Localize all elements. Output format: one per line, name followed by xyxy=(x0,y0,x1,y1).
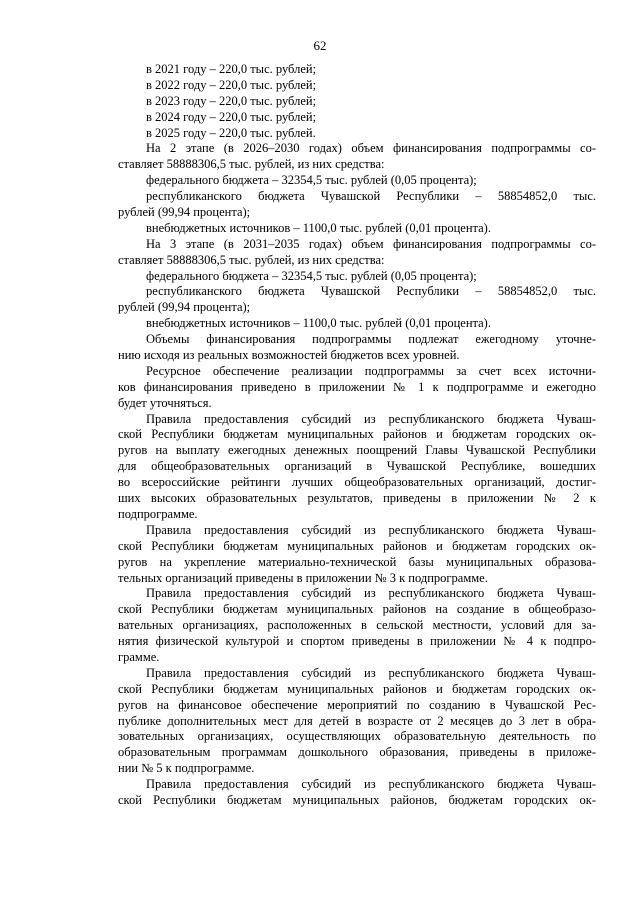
text-line: Правила предоставления субсидий из республиканского бюджета Чуваш- xyxy=(146,586,596,601)
text-line: в 2025 году – 220,0 тыс. рублей. xyxy=(146,125,316,140)
text-line: ругов на выплату ежегодных денежных поощрений Главы Чувашской Республики xyxy=(118,443,596,458)
text-line: федерального бюджета – 32354,5 тыс. рублей (0,05 процента); xyxy=(146,268,477,283)
text-line: для общеобразовательных организаций в Чувашской Республике, вошедших xyxy=(118,459,596,474)
text-line: Правила предоставления субсидий из республиканского бюджета Чуваш- xyxy=(146,522,596,537)
text-line: Правила предоставления субсидий из республиканского бюджета Чуваш- xyxy=(146,665,596,680)
text-line: республиканского бюджета Чувашской Республики – 58854852,0 тыс. xyxy=(146,284,596,299)
text-line: ков финансирования приведено в приложении № 1 к подпрограмме и ежегодно xyxy=(118,379,596,394)
text-line: в 2023 году – 220,0 тыс. рублей; xyxy=(146,93,317,108)
text-line: подпрограмме. xyxy=(118,506,198,521)
text-line: в 2022 году – 220,0 тыс. рублей; xyxy=(146,77,317,92)
text-line: ской Республики бюджетам муниципальных районов и бюджетам городских ок- xyxy=(118,538,596,553)
text-line: во всероссийские рейтинги лучших общеобразовательных организаций, достиг- xyxy=(118,475,596,490)
text-line: в 2024 году – 220,0 тыс. рублей; xyxy=(146,109,317,124)
text-line: внебюджетных источников – 1100,0 тыс. рублей (0,01 процента). xyxy=(146,220,491,235)
text-line: вательных организациях, расположенных в сельской местности, условий для за- xyxy=(118,618,596,633)
text-line: ших высоких образовательных результатов, приведены в приложении № 2 к xyxy=(118,491,596,506)
text-line: Правила предоставления субсидий из республиканского бюджета Чуваш- xyxy=(146,411,596,426)
text-line: ругов на финансовое обеспечение мероприятий по созданию в Чувашской Рес- xyxy=(118,697,596,712)
text-line: грамме. xyxy=(118,649,160,664)
text-line: публике дополнительных мест для детей в возрасте от 2 месяцев до 3 лет в обра- xyxy=(118,713,596,728)
text-line: ской Республики бюджетам муниципальных районов и бюджетам городских ок- xyxy=(118,427,596,442)
text-line: республиканского бюджета Чувашской Республики – 58854852,0 тыс. xyxy=(146,189,596,204)
text-line: Ресурсное обеспечение реализации подпрограммы за счет всех источни- xyxy=(146,363,596,378)
text-line: образовательным программам дошкольного образования, приведены в приложе- xyxy=(118,745,596,760)
text-line: рублей (99,94 процента); xyxy=(118,205,251,220)
text-line: зовательных организациях, осуществляющих образовательную деятельность по xyxy=(118,729,596,744)
text-line: внебюджетных источников – 1100,0 тыс. рублей (0,01 процента). xyxy=(146,316,491,331)
text-line: ставляет 58888306,5 тыс. рублей, из них средства: xyxy=(118,157,385,172)
text-line: рублей (99,94 процента); xyxy=(118,300,251,315)
text-line: На 3 этапе (в 2031–2035 годах) объем финансирования подпрограммы со- xyxy=(146,236,596,251)
text-line: Правила предоставления субсидий из республиканского бюджета Чуваш- xyxy=(146,777,596,792)
text-line: в 2021 году – 220,0 тыс. рублей; xyxy=(146,62,317,76)
text-line: ской Республики бюджетам муниципальных районов и бюджетам городских ок- xyxy=(118,681,596,696)
text-line: На 2 этапе (в 2026–2030 годах) объем финансирования подпрограммы со- xyxy=(146,141,596,156)
text-line: нию исходя из реальных возможностей бюджетов всех уровней. xyxy=(118,348,460,363)
page-number: 62 xyxy=(313,38,327,53)
text-line: нии № 5 к подпрограмме. xyxy=(118,761,255,776)
text-line: будет уточняться. xyxy=(118,395,212,410)
text-line: нятия физической культурой и спортом приведены в приложении № 4 к подпро- xyxy=(118,634,596,649)
document-body xyxy=(118,62,596,809)
text-line: ской Республики бюджетам муниципальных районов, бюджетам городских ок- xyxy=(118,792,596,807)
text-line: Объемы финансирования подпрограммы подлежат ежегодному уточне- xyxy=(146,332,596,347)
text-line: федерального бюджета – 32354,5 тыс. рублей (0,05 процента); xyxy=(146,173,477,188)
text-line: тельных организаций приведены в приложении № 3 к подпрограмме. xyxy=(118,570,488,585)
text-line: ставляет 58888306,5 тыс. рублей, из них средства: xyxy=(118,252,385,267)
text-line: ругов на укрепление материально-технической базы муниципальных образова- xyxy=(118,554,596,569)
text-line: ской Республики бюджетам муниципальных районов на создание в общеобразо- xyxy=(118,602,596,617)
